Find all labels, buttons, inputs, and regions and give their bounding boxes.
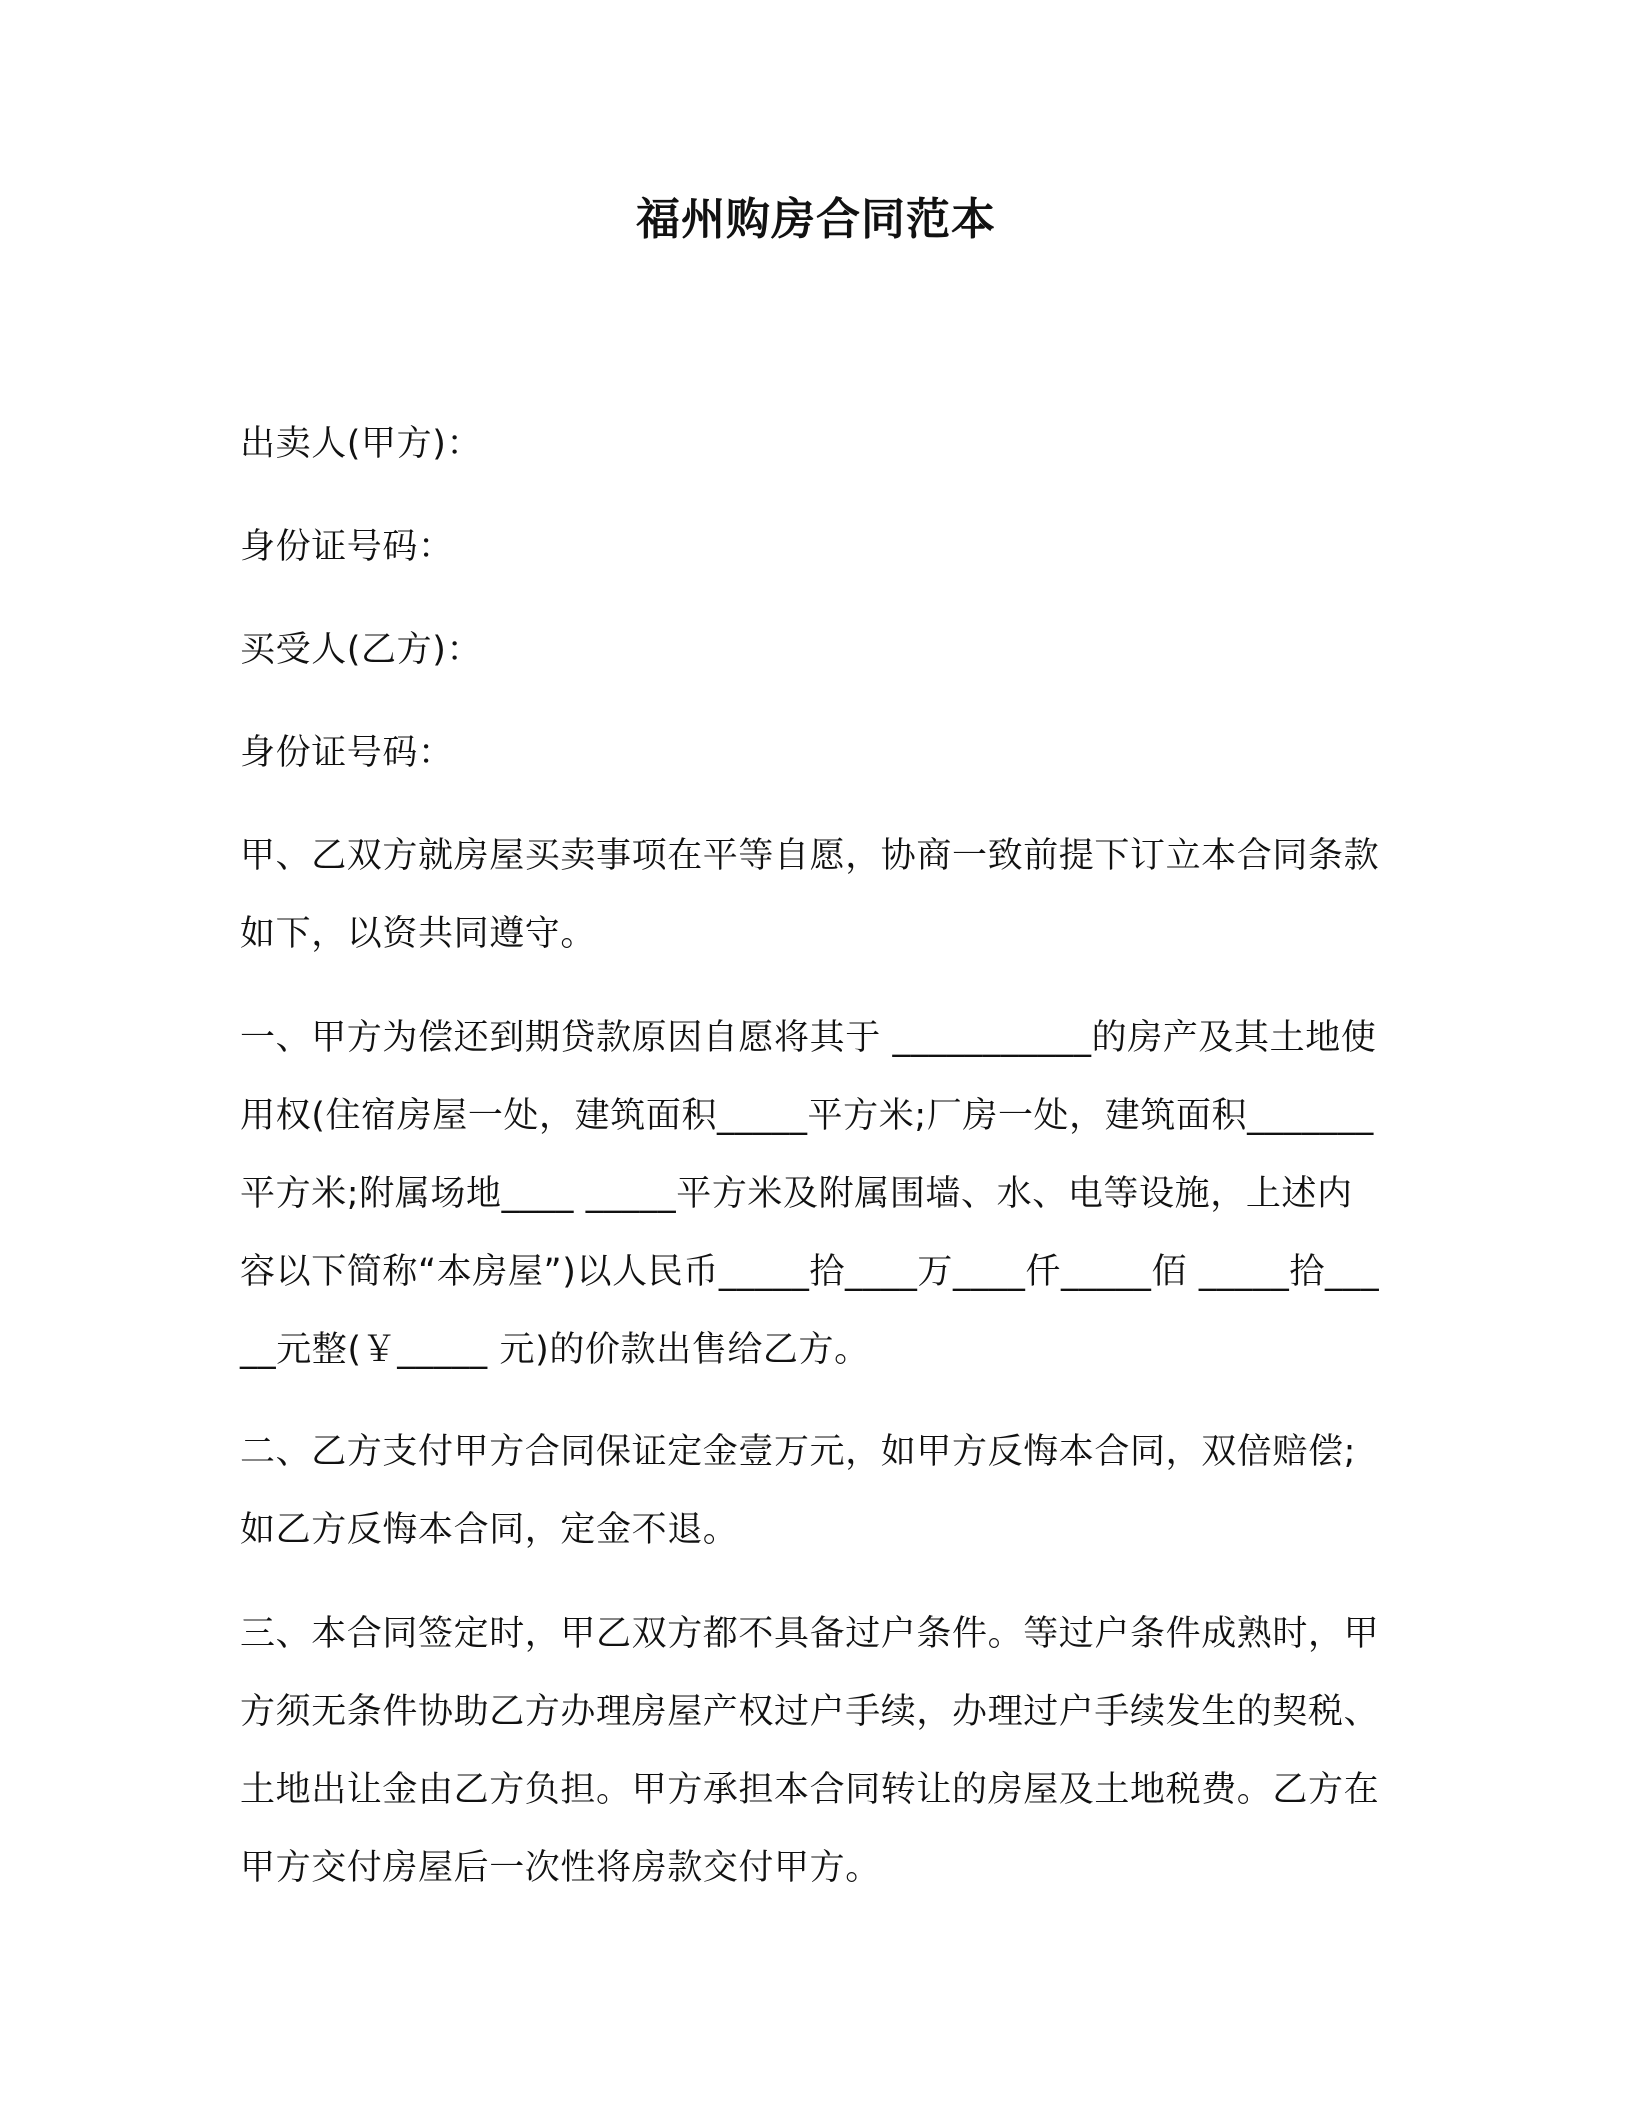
paragraph-clause-3: 三、本合同签定时，甲乙双方都不具备过户条件。等过户条件成熟时，甲方须无条件协助乙方办理房屋产权过户手续，办理过户手续发生的契税、土地出让金由乙方负担。甲方承担本合同转让的房屋及土地税费。乙方在甲方交付房屋后一次性将房款交付甲方。: [240, 1614, 1380, 1888]
paragraph-preamble: 甲、乙双方就房屋买卖事项在平等自愿，协商一致前提下订立本合同条款如下，以资共同遵守。: [240, 836, 1380, 954]
paragraph-clause-1: 一、甲方为偿还到期贷款原因自愿将其于 ___________的房产及其土地使用权(住宿房屋一处，建筑面积_____平方米;厂房一处，建筑面积_______平方米;附属场地____ _____平方米及附属围墙、水、电等设施，上述内容以下简称“本房屋”)以人民币_____拾____万____仟_____佰 _____拾_____元整(￥_____ 元)的价款出售给乙方。: [240, 1018, 1380, 1370]
paragraph-clause-2: 二、乙方支付甲方合同保证定金壹万元，如甲方反悔本合同，双倍赔偿;如乙方反悔本合同，定金不退。: [240, 1432, 1356, 1550]
buyer-field-label: 买受人(乙方)：: [240, 630, 483, 670]
seller-id-field-label: 身份证号码：: [240, 527, 454, 567]
buyer-id-field-label: 身份证号码：: [240, 733, 454, 773]
document-title: 福州购房合同范本: [636, 194, 996, 245]
seller-field-label: 出卖人(甲方)：: [240, 424, 483, 464]
